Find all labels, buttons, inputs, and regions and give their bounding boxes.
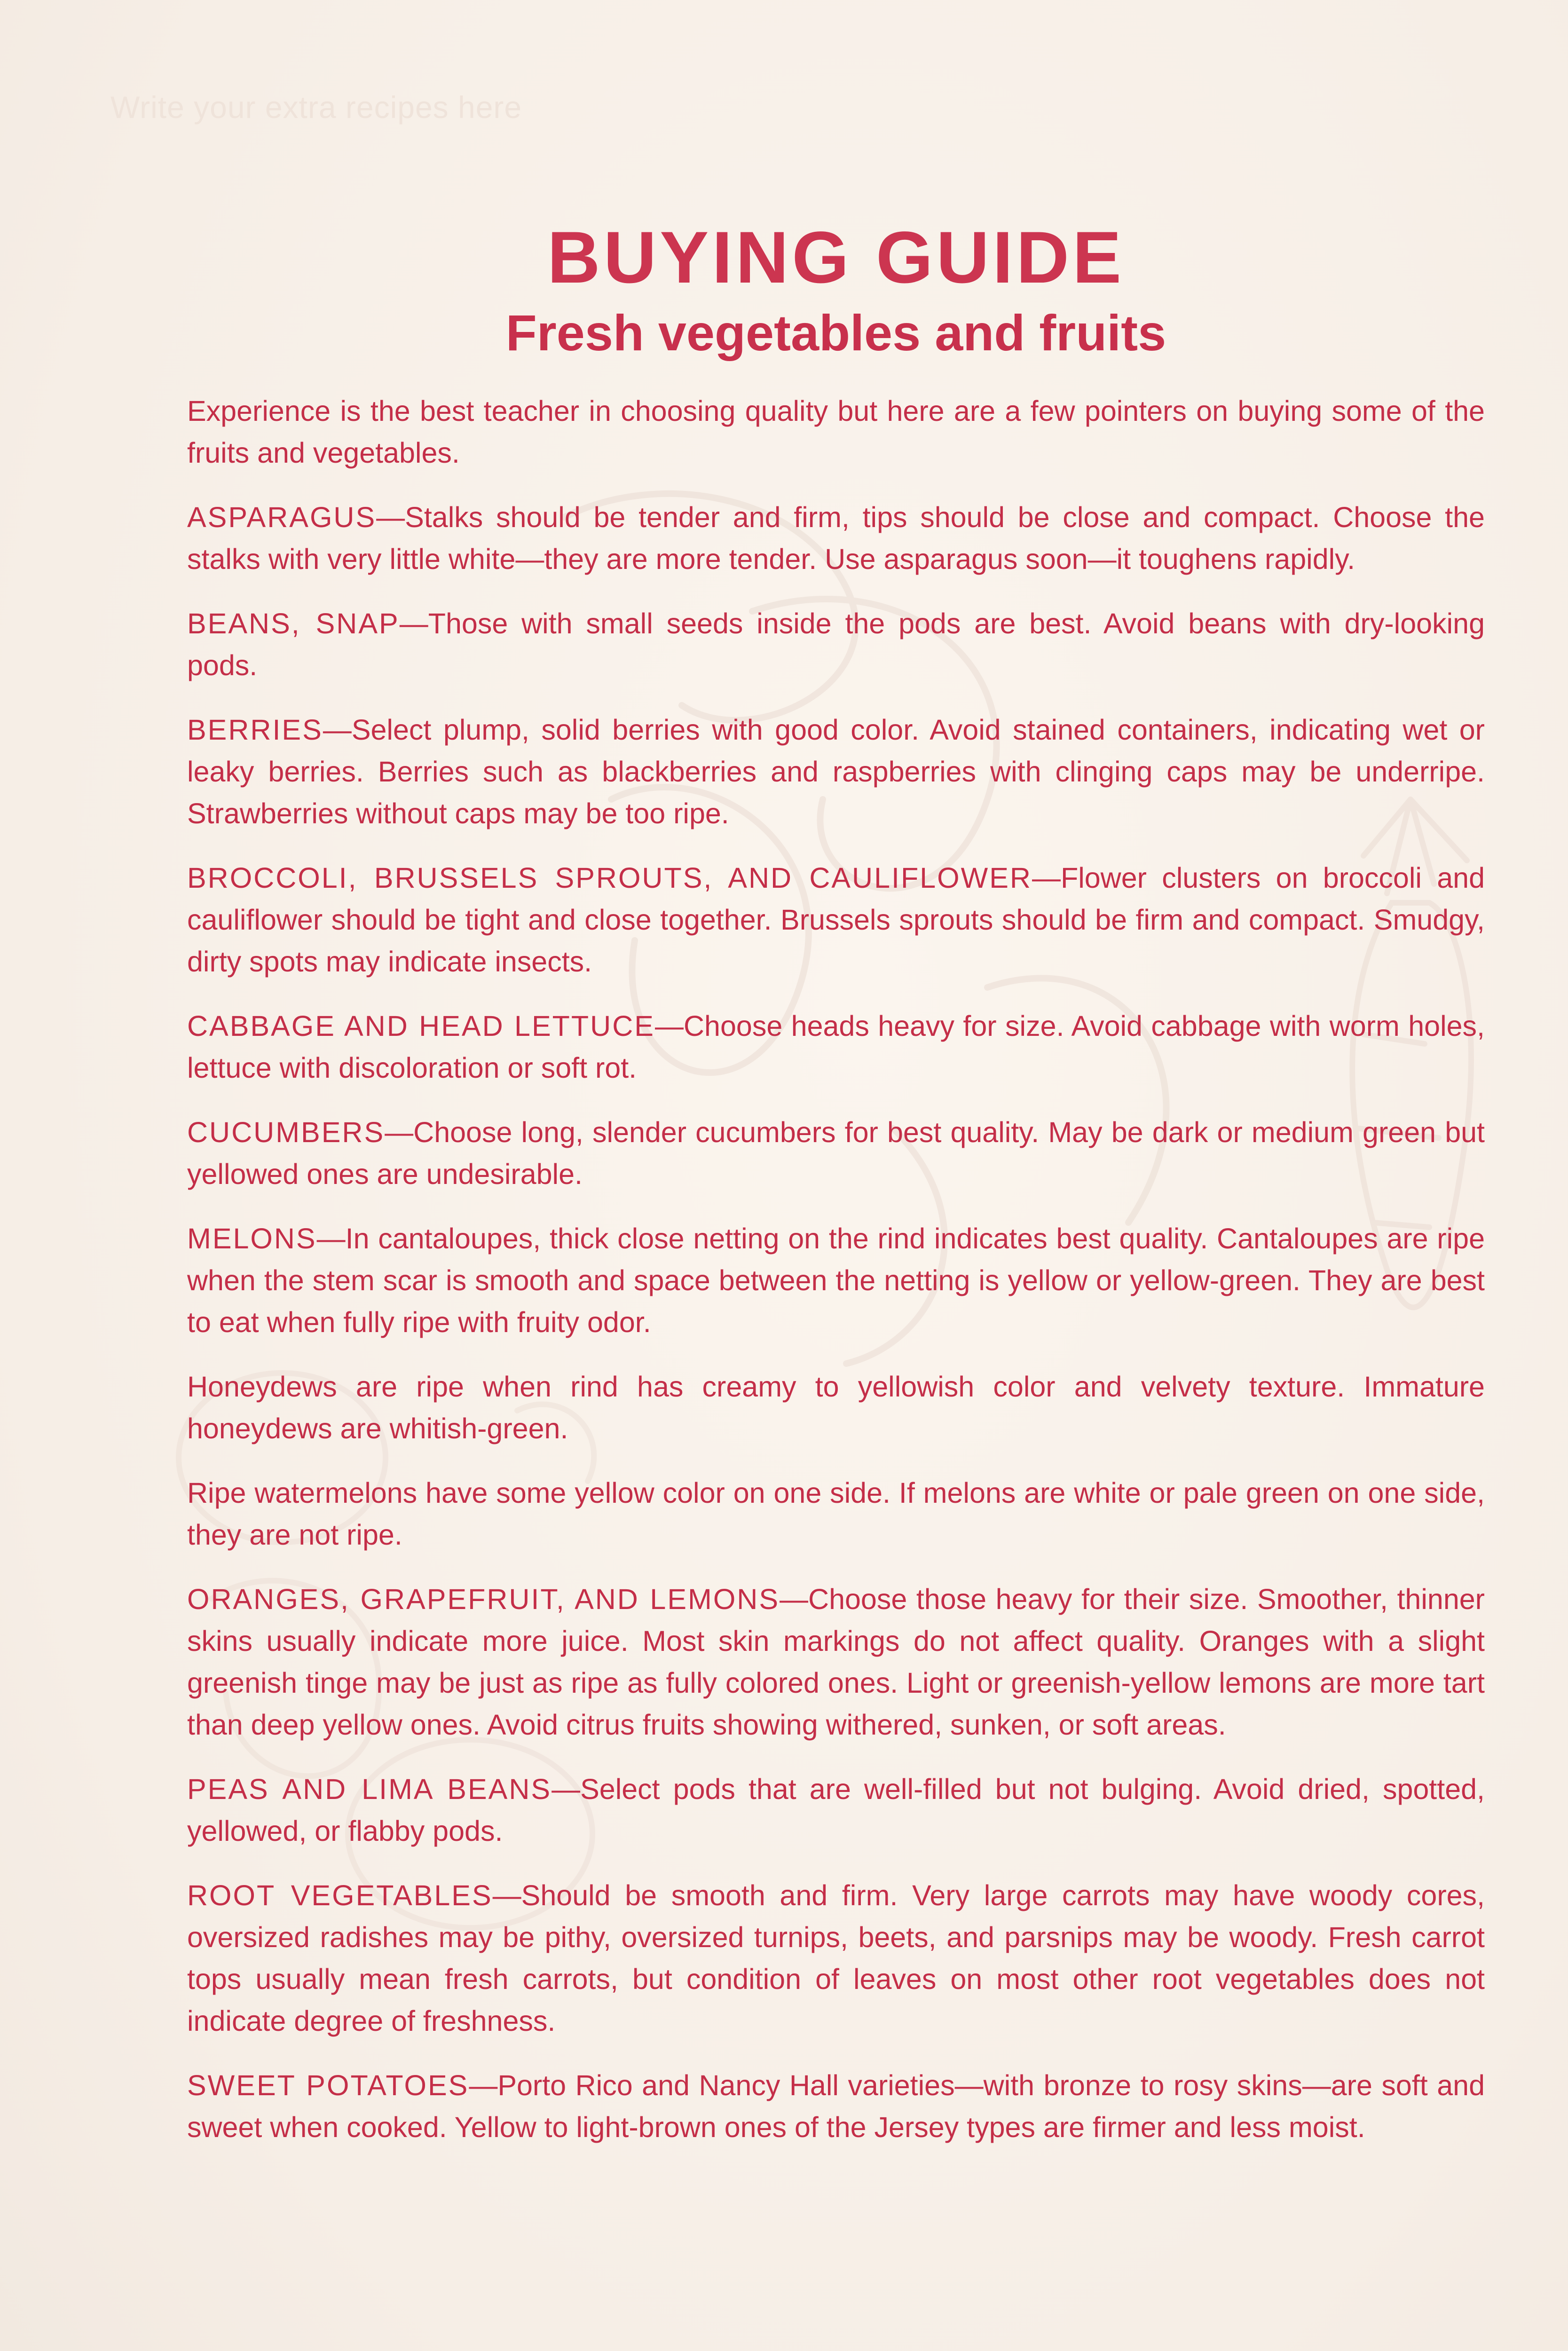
guide-entry-watermelons: [187, 1472, 1485, 1556]
entry-heading: BERRIES: [187, 714, 323, 746]
guide-entry-asparagus: [187, 497, 1485, 580]
entry-heading: BEANS, SNAP: [187, 607, 400, 639]
show-through-text: Write your extra recipes here: [110, 90, 522, 125]
guide-entry-root-vegetables: [187, 1875, 1485, 2042]
entry-heading: ROOT VEGETABLES: [187, 1879, 493, 1911]
entry-heading: BROCCOLI, BRUSSELS SPROUTS, AND CAULIFLOWER: [187, 862, 1032, 894]
page-title: BUYING GUIDE: [547, 217, 1125, 299]
guide-entry-cabbage: [187, 1005, 1485, 1089]
guide-entries: [187, 390, 1485, 2148]
entry-text: —Choose heads heavy for size. Avoid cabbage with worm holes, lettuce with discoloration or soft rot.: [187, 1010, 1485, 1084]
entry-heading: MELONS: [187, 1223, 317, 1254]
entry-heading: SWEET POTATOES: [187, 2069, 469, 2101]
entry-text: —Porto Rico and Nancy Hall varieties—with bronze to rosy skins—are soft and sweet when cooked. Yellow to light-brown ones of the Jersey types are firmer and less moist.: [187, 2069, 1485, 2143]
guide-entry-broccoli: [187, 857, 1485, 983]
entry-text: —Choose those heavy for their size. Smoother, thinner skins usually indicate more juice. Most skin markings do not affect quality. Oranges with a slight greenish tinge may be just as ripe as fully colored ones. Light or greenish-yellow lemons are more tart than deep yellow ones. Avoid citrus fruits showing withered, sunken, or soft areas.: [187, 1583, 1485, 1741]
entry-text: —Stalks should be tender and firm, tips should be close and compact. Choose the stalks with very little white—they are more tender. Use asparagus soon—it toughens rapidly.: [187, 501, 1485, 575]
entry-text: —Flower clusters on broccoli and cauliflower should be tight and close together. Brussels sprouts should be firm and compact. Smudgy, dirty spots may indicate insects.: [187, 862, 1485, 978]
entry-heading: ORANGES, GRAPEFRUIT, AND LEMONS: [187, 1583, 780, 1615]
guide-entry-intro: [187, 390, 1485, 474]
guide-entry-sweet-potatoes: [187, 2065, 1485, 2148]
guide-entry-peas-lima: [187, 1768, 1485, 1852]
entry-text: Ripe watermelons have some yellow color on one side. If melons are white or pale green on one side, they are not ripe.: [187, 1477, 1485, 1551]
buying-guide-content: [187, 217, 1485, 2171]
entry-text: —Select pods that are well-filled but not bulging. Avoid dried, spotted, yellowed, or flabby pods.: [187, 1773, 1485, 1847]
entry-text: —Select plump, solid berries with good color. Avoid stained containers, indicating wet or leaky berries. Berries such as blackberries and raspberries with clinging caps may be underripe. Strawberries without caps may be too ripe.: [187, 714, 1485, 829]
entry-text: —Should be smooth and firm. Very large carrots may have woody cores, oversized radishes may be pithy, oversized turnips, beets, and parsnips may be woody. Fresh carrot tops usually mean fresh carrots, but condition of leaves on most other root vegetables does not indicate degree of freshness.: [187, 1879, 1485, 2037]
entry-text: Honeydews are ripe when rind has creamy to yellowish color and velvety texture. Immature honeydews are whitish-green.: [187, 1371, 1485, 1444]
guide-entry-beans-snap: [187, 603, 1485, 686]
entry-text: —Those with small seeds inside the pods are best. Avoid beans with dry-looking pods.: [187, 607, 1485, 681]
entry-text: —Choose long, slender cucumbers for best quality. May be dark or medium green but yellowed ones are undesirable.: [187, 1116, 1485, 1190]
page-subtitle: Fresh vegetables and fruits: [505, 304, 1166, 361]
entry-text: Experience is the best teacher in choosing quality but here are a few pointers on buying some of the fruits and vegetables.: [187, 395, 1485, 469]
entry-heading: CUCUMBERS: [187, 1116, 385, 1148]
entry-text: —In cantaloupes, thick close netting on the rind indicates best quality. Cantaloupes are ripe when the stem scar is smooth and space between the netting is yellow or yellow-green. They are best to eat when fully ripe with fruity odor.: [187, 1223, 1485, 1338]
guide-entry-citrus: [187, 1578, 1485, 1746]
guide-entry-cucumbers: [187, 1112, 1485, 1195]
entry-heading: CABBAGE AND HEAD LETTUCE: [187, 1010, 655, 1042]
guide-entry-honeydews: [187, 1366, 1485, 1450]
guide-entry-berries: [187, 709, 1485, 835]
guide-entry-melons: [187, 1218, 1485, 1343]
entry-heading: ASPARAGUS: [187, 501, 377, 533]
entry-heading: PEAS AND LIMA BEANS: [187, 1773, 552, 1805]
